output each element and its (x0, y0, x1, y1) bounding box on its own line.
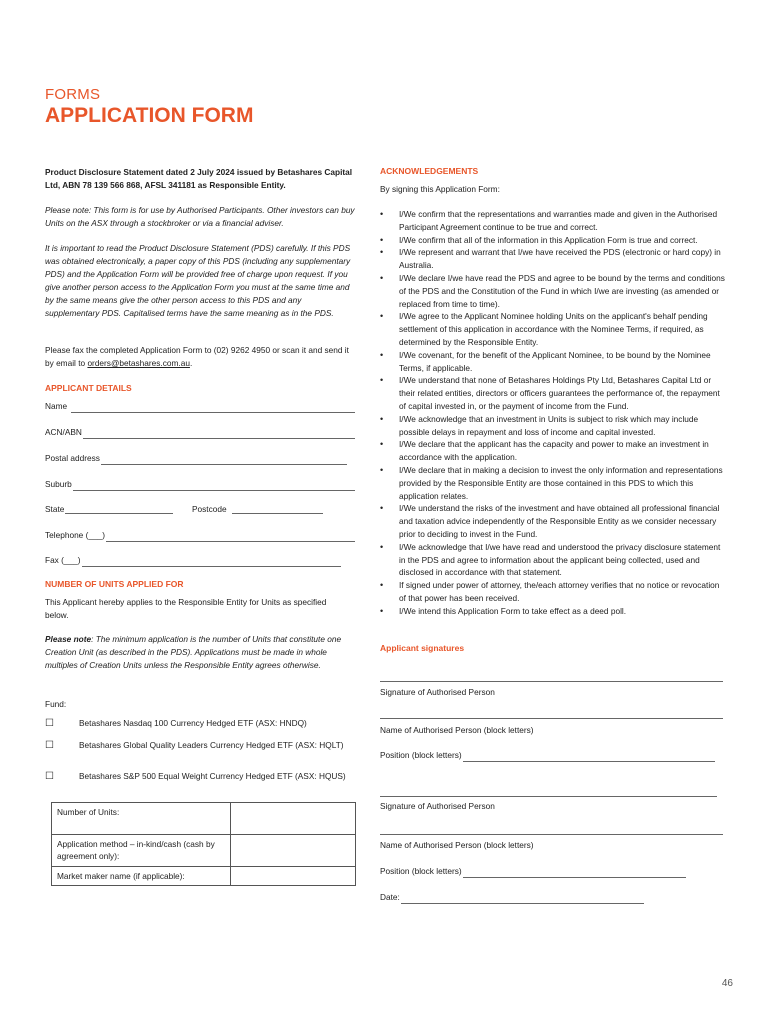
name-label-2: Name of Authorised Person (block letters) (380, 840, 534, 850)
list-item: • I/We understand the risks of the investment and have obtained all professional financial and taxation advice independently of the Responsible Entity as we consider necessary prior to deciding to invest in the Fund. (380, 502, 725, 540)
fax-label: Fax (___) (45, 555, 81, 565)
ack-intro: By signing this Application Form: (380, 184, 500, 194)
position-label-2: Position (block letters) (380, 866, 462, 876)
name-line-2[interactable] (380, 834, 723, 835)
checkbox-icon[interactable]: ☐ (45, 718, 54, 729)
fax-text: Please fax the completed Application Form to (02) 9262 4950 or scan it and send it by email to (45, 345, 349, 368)
note-authorised: Please note: This form is for use by Authorised Participants. Other investors can buy Units on the ASX through a stockbroker or via a financial adviser. (45, 205, 355, 228)
list-item: • I/We acknowledge that I/we have read and understood the privacy disclosure statement in the PDS and agree to information about the applicant being collected, used and disclosed in accordance with that statement. (380, 541, 725, 579)
units-heading: NUMBER OF UNITS APPLIED FOR (45, 579, 184, 589)
position-label-1: Position (block letters) (380, 750, 462, 760)
signatures-heading: Applicant signatures (380, 643, 465, 653)
telephone-label: Telephone (___) (45, 530, 105, 540)
page-number: 46 (721, 978, 733, 989)
suburb-label: Suburb (45, 479, 72, 489)
list-item: • If signed under power of attorney, the/each attorney verifies that no notice or revocation of that power has been received. (380, 579, 725, 605)
list-item: • I/We represent and warrant that I/we have received the PDS (electronic or hard copy) in Australia. (380, 246, 725, 272)
fund-option-hndq[interactable] (45, 717, 355, 730)
name-field[interactable] (45, 400, 355, 413)
units-text: This Applicant hereby applies to the Responsible Entity for Units as specified below. (45, 597, 327, 620)
list-item: • I/We understand that none of Betashares Holdings Pty Ltd, Betashares Capital Ltd or their related entities, directors or officers guarantees the performance of, the repayment of capital invested in, or the payment of income from the Fund. (380, 374, 725, 412)
units-table (51, 802, 356, 886)
state-field[interactable] (45, 504, 173, 514)
postal-address-field[interactable] (45, 452, 347, 465)
position-field-2[interactable] (380, 865, 686, 878)
postcode-label: Postcode (192, 504, 227, 514)
table-row (52, 803, 356, 835)
checkbox-icon[interactable]: ☐ (45, 740, 54, 751)
list-item: • I/We declare that in making a decision to invest the only information and representations provided by the Responsible Entity are those contained in this PDS to which this application relates. (380, 464, 725, 502)
date-field[interactable] (380, 891, 644, 904)
fax-text-end: . (189, 358, 193, 368)
method-label: Application method – in-kind/cash (cash by agreement only): (52, 835, 231, 867)
signature-line-2[interactable] (380, 796, 717, 797)
maker-label: Market maker name (if applicable): (52, 867, 231, 886)
name-label-1: Name of Authorised Person (block letters) (380, 725, 534, 735)
applicant-details-heading: APPLICANT DETAILS (45, 383, 132, 393)
minimum-note-label: Please note (45, 634, 92, 644)
list-item: • I/We covenant, for the benefit of the Applicant Nominee, to be bound by the Nominee Terms, if applicable. (380, 349, 725, 375)
fund-option-hqus[interactable] (45, 770, 355, 783)
telephone-field[interactable] (45, 529, 355, 542)
name-label: Name (45, 401, 68, 411)
fax-instructions (45, 344, 355, 370)
fund-option-hqlt[interactable] (45, 739, 355, 752)
table-row (52, 835, 356, 867)
suburb-field[interactable] (45, 478, 355, 491)
table-row (52, 867, 356, 886)
acn-abn-label: ACN/ABN (45, 427, 82, 437)
signature-label-2: Signature of Authorised Person (380, 801, 495, 811)
section-label: FORMS (45, 86, 101, 103)
units-input-cell[interactable] (231, 803, 356, 835)
date-label: Date: (380, 892, 400, 902)
list-item: • I/We acknowledge that an investment in Units is subject to risk which may include possible delays in repayment and loss of income and capital invested. (380, 413, 725, 439)
postal-address-label: Postal address (45, 453, 100, 463)
signature-line-1[interactable] (380, 681, 723, 682)
list-item: • I/We agree to the Applicant Nominee holding Units on the applicant's behalf pending settlement of this application in accordance with the Nominee Terms, if required, as determined by the Responsible Entity. (380, 310, 725, 348)
signature-label-1: Signature of Authorised Person (380, 687, 495, 697)
maker-input-cell[interactable] (231, 867, 356, 886)
list-item: • I/We declare that the applicant has the capacity and power to make an investment in accordance with the application. (380, 438, 725, 464)
list-item: • I/We confirm that all of the information in this Application Form is true and correct. (380, 234, 725, 247)
fax-field[interactable] (45, 554, 341, 567)
list-item: • I/We declare I/we have read the PDS and agree to be bound by the terms and conditions of the PDS and the Constitution of the Fund in which I/we are investing (as amended or replaced from time to time). (380, 272, 725, 310)
checkbox-icon[interactable]: ☐ (45, 771, 54, 782)
list-item: • I/We confirm that the representations and warranties made and given in the Authorised Participant Agreement continue to be true and correct. (380, 208, 725, 234)
state-label: State (45, 504, 65, 514)
acn-abn-field[interactable] (45, 426, 355, 439)
fund-label: Fund: (45, 699, 67, 709)
note-pds: It is important to read the Product Disclosure Statement (PDS) carefully. If this PDS was obtained electronically, a paper copy of this PDS (including any supplementary PDS) and the Application Form will be provided free of charge upon request. If you give another person access to the Application Form you must at the same time and by the same means give the other person access to this PDS and any supplementary PDS. Capitalised terms have the same meaning as in the PDS. (45, 243, 351, 318)
fund-option-label: Betashares S&P 500 Equal Weight Currency Hedged ETF (ASX: HQUS) (79, 771, 346, 781)
postcode-field[interactable] (192, 504, 323, 514)
fund-option-label: Betashares Nasdaq 100 Currency Hedged ETF (ASX: HNDQ) (79, 718, 307, 728)
acknowledgements-list (380, 208, 725, 618)
minimum-note (45, 633, 355, 672)
list-item: • I/We intend this Application Form to take effect as a deed poll. (380, 605, 725, 618)
name-line-1[interactable] (380, 718, 723, 719)
acknowledgements-heading: ACKNOWLEDGEMENTS (380, 166, 479, 176)
email-link[interactable]: orders@betashares.com.au (87, 358, 190, 368)
units-label: Number of Units: (52, 803, 231, 835)
intro-statement: Product Disclosure Statement dated 2 July 2024 issued by Betashares Capital Ltd, ABN 78 139 566 868, AFSL 341181 as Responsible Entity. (45, 167, 353, 190)
page-title: APPLICATION FORM (45, 104, 254, 127)
method-input-cell[interactable] (231, 835, 356, 867)
position-field-1[interactable] (380, 749, 715, 762)
minimum-note-text: : The minimum application is the number of Units that constitute one Creation Unit (as described in the PDS). Applications must be made in whole multiples of Creation Units unless the Responsible Entity agrees otherwise. (45, 634, 342, 670)
fund-option-label: Betashares Global Quality Leaders Currency Hedged ETF (ASX: HQLT) (79, 740, 344, 750)
